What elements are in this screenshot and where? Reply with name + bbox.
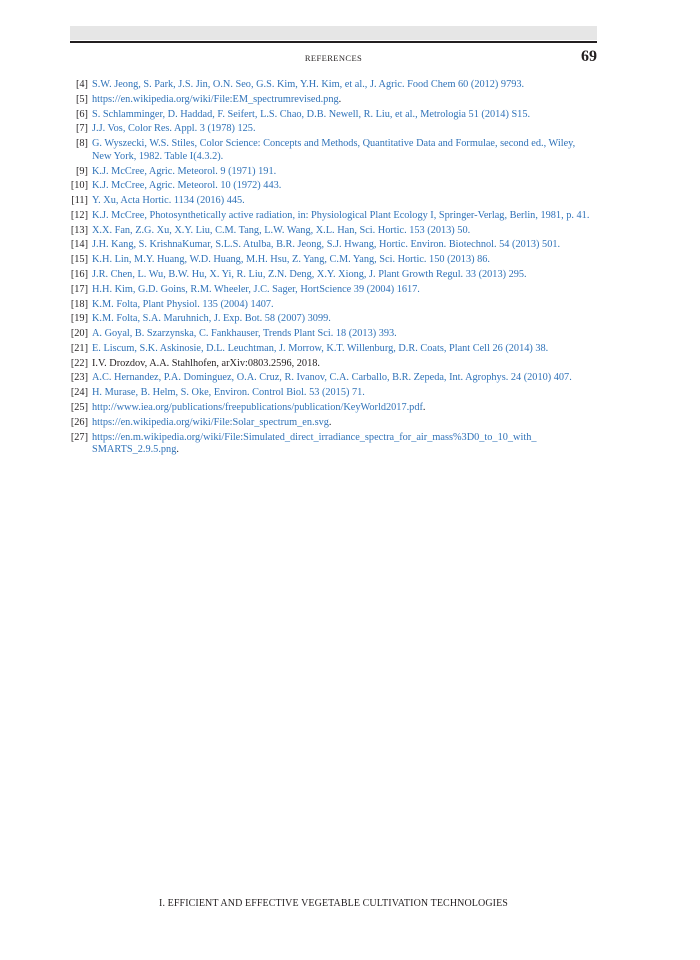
running-foot: I. EFFICIENT AND EFFECTIVE VEGETABLE CULTIVATION TECHNOLOGIES bbox=[159, 898, 508, 909]
reference-number: [6] bbox=[75, 108, 88, 120]
reference-item bbox=[70, 239, 597, 252]
reference-number: [12] bbox=[70, 209, 88, 221]
reference-item bbox=[70, 79, 597, 92]
reference-body bbox=[92, 123, 597, 136]
reference-body bbox=[92, 166, 597, 179]
reference-item bbox=[70, 343, 597, 356]
reference-item bbox=[70, 109, 597, 122]
reference-number: [21] bbox=[70, 342, 88, 354]
reference-link[interactable]: http://www.iea.org/publications/freepublications/publication/KeyWorld2017.pdf bbox=[92, 402, 423, 413]
reference-number: [14] bbox=[70, 239, 88, 251]
reference-item bbox=[70, 195, 597, 208]
reference-body bbox=[92, 313, 597, 326]
reference-link[interactable]: K.J. McCree, Agric. Meteorol. 10 (1972) 443. bbox=[92, 180, 282, 192]
reference-item bbox=[70, 210, 597, 223]
reference-item bbox=[70, 328, 597, 341]
reference-body bbox=[92, 239, 597, 252]
reference-body bbox=[92, 225, 597, 238]
reference-number: [15] bbox=[70, 254, 88, 266]
reference-item bbox=[70, 417, 597, 430]
running-title: REFERENCES bbox=[304, 53, 363, 63]
header-rule bbox=[70, 41, 597, 43]
reference-link[interactable]: https://en.wikipedia.org/wiki/File:EM_spectrumrevised.png bbox=[92, 93, 339, 105]
reference-number: [23] bbox=[70, 372, 88, 384]
reference-link[interactable]: S. Schlamminger, D. Haddad, F. Seifert, L.S. Chao, D.B. Newell, R. Liu, et al., Metrologia 51 (2014) S15. bbox=[92, 108, 531, 120]
reference-number: [5] bbox=[75, 93, 88, 105]
reference-item bbox=[70, 94, 597, 107]
reference-trailing-punctuation: . bbox=[338, 93, 342, 105]
reference-link[interactable]: K.J. McCree, Photosynthetically active radiation, in: Physiological Plant Ecology I, Springer-Verlag, Berlin, 1981, p. 41. bbox=[92, 209, 590, 221]
reference-number: [27] bbox=[70, 431, 88, 443]
reference-body bbox=[92, 94, 597, 107]
reference-item bbox=[70, 387, 597, 400]
reference-link[interactable]: K.M. Folta, Plant Physiol. 135 (2004) 1407. bbox=[92, 298, 274, 310]
reference-text: I.V. Drozdov, A.A. Stahlhofen, arXiv:0803.2596, 2018. bbox=[92, 357, 320, 369]
page-number: 69 bbox=[581, 48, 597, 65]
reference-link[interactable]: J.J. Vos, Color Res. Appl. 3 (1978) 125. bbox=[92, 123, 256, 135]
reference-body bbox=[92, 138, 597, 163]
reference-number: [18] bbox=[70, 298, 88, 310]
reference-item bbox=[70, 432, 597, 457]
reference-link[interactable]: S.W. Jeong, S. Park, J.S. Jin, O.N. Seo, G.S. Kim, Y.H. Kim, et al., J. Agric. Food Chem 60 (2012) 9793. bbox=[92, 79, 525, 90]
reference-number: [13] bbox=[70, 224, 88, 236]
reference-number: [4] bbox=[75, 79, 88, 90]
reference-number: [17] bbox=[70, 283, 88, 295]
reference-number: [11] bbox=[71, 195, 88, 207]
reference-number: [25] bbox=[70, 402, 88, 413]
reference-item bbox=[70, 166, 597, 179]
reference-link[interactable]: K.M. Folta, S.A. Maruhnich, J. Exp. Bot. 58 (2007) 3099. bbox=[92, 313, 331, 325]
reference-number: [22] bbox=[70, 357, 88, 369]
reference-item bbox=[70, 284, 597, 297]
reference-number: [16] bbox=[70, 268, 88, 280]
reference-number: [7] bbox=[75, 123, 88, 135]
reference-number: [8] bbox=[75, 138, 88, 150]
reference-link[interactable]: J.R. Chen, L. Wu, B.W. Hu, X. Yi, R. Liu, Z.N. Deng, X.Y. Xiong, J. Plant Growth Regul. 33 (2013) 295. bbox=[92, 268, 527, 280]
reference-link[interactable]: G. Wyszecki, W.S. Stiles, Color Science: Concepts and Methods, Quantitative Data and Formulae, second ed., Wiley, New York, 1982. Table I(4.3.2). bbox=[92, 138, 576, 162]
reference-item bbox=[70, 123, 597, 136]
reference-trailing-punctuation: . bbox=[422, 402, 426, 413]
reference-item bbox=[70, 180, 597, 193]
reference-number: [24] bbox=[70, 387, 88, 399]
reference-body bbox=[92, 387, 597, 400]
reference-link[interactable]: H.H. Kim, G.D. Goins, R.M. Wheeler, J.C. Sager, HortScience 39 (2004) 1617. bbox=[92, 283, 420, 295]
reference-body bbox=[92, 195, 597, 208]
reference-link[interactable]: https://en.m.wikipedia.org/wiki/File:Simulated_direct_irradiance_spectra_for_air_mass%3D0_to_10_with_ SMARTS_2.9.5.png bbox=[92, 431, 537, 456]
reference-link[interactable]: K.J. McCree, Agric. Meteorol. 9 (1971) 191. bbox=[92, 165, 277, 177]
reference-link[interactable]: Y. Xu, Acta Hortic. 1134 (2016) 445. bbox=[92, 195, 245, 207]
reference-link[interactable]: X.X. Fan, Z.G. Xu, X.Y. Liu, C.M. Tang, L.W. Wang, X.L. Han, Sci. Hortic. 153 (2013) 50. bbox=[92, 224, 471, 236]
reference-body bbox=[92, 358, 597, 371]
reference-item bbox=[70, 372, 597, 385]
reference-link[interactable]: K.H. Lin, M.Y. Huang, W.D. Huang, M.H. Hsu, Z. Yang, C.M. Yang, Sci. Hortic. 150 (2013) 86. bbox=[92, 254, 490, 266]
reference-item bbox=[70, 313, 597, 326]
reference-number: [9] bbox=[75, 165, 88, 177]
reference-body bbox=[92, 432, 597, 457]
reference-body bbox=[92, 254, 597, 267]
reference-body bbox=[92, 328, 597, 341]
reference-item bbox=[70, 254, 597, 267]
reference-body bbox=[92, 284, 597, 297]
header-band bbox=[70, 26, 597, 40]
reference-body bbox=[92, 79, 597, 92]
reference-body bbox=[92, 343, 597, 356]
reference-link[interactable]: A.C. Hernandez, P.A. Dominguez, O.A. Cruz, R. Ivanov, C.A. Carballo, B.R. Zepeda, Int. Agrophys. 24 (2010) 407. bbox=[92, 372, 572, 384]
reference-item bbox=[70, 225, 597, 238]
reference-item bbox=[70, 358, 597, 371]
reference-body bbox=[92, 109, 597, 122]
running-head bbox=[70, 50, 597, 72]
reference-body bbox=[92, 180, 597, 193]
reference-item bbox=[70, 269, 597, 282]
reference-link[interactable]: E. Liscum, S.K. Askinosie, D.L. Leuchtman, J. Morrow, K.T. Willenburg, D.R. Coats, Plant Cell 26 (2014) 38. bbox=[92, 342, 549, 354]
reference-body bbox=[92, 269, 597, 282]
reference-list bbox=[70, 79, 597, 459]
reference-body bbox=[92, 417, 597, 430]
reference-body bbox=[92, 372, 597, 385]
reference-body bbox=[92, 299, 597, 312]
reference-link[interactable]: J.H. Kang, S. KrishnaKumar, S.L.S. Atulba, B.R. Jeong, S.J. Hwang, Hortic. Environ. Biotechnol. 54 (2013) 501. bbox=[92, 239, 561, 251]
reference-link[interactable]: https://en.wikipedia.org/wiki/File:Solar_spectrum_en.svg bbox=[92, 416, 329, 428]
reference-number: [26] bbox=[70, 416, 88, 428]
reference-number: [20] bbox=[70, 328, 88, 340]
reference-link[interactable]: A. Goyal, B. Szarzynska, C. Fankhauser, Trends Plant Sci. 18 (2013) 393. bbox=[92, 328, 397, 340]
reference-body bbox=[92, 210, 597, 223]
reference-body bbox=[92, 402, 597, 415]
reference-item bbox=[70, 299, 597, 312]
reference-number: [10] bbox=[70, 180, 88, 192]
reference-link[interactable]: H. Murase, B. Helm, S. Oke, Environ. Control Biol. 53 (2015) 71. bbox=[92, 387, 365, 399]
reference-number: [19] bbox=[70, 313, 88, 325]
reference-item bbox=[70, 138, 597, 163]
reference-trailing-punctuation: . bbox=[328, 416, 332, 428]
reference-item bbox=[70, 402, 597, 415]
reference-trailing-punctuation: . bbox=[176, 444, 179, 456]
